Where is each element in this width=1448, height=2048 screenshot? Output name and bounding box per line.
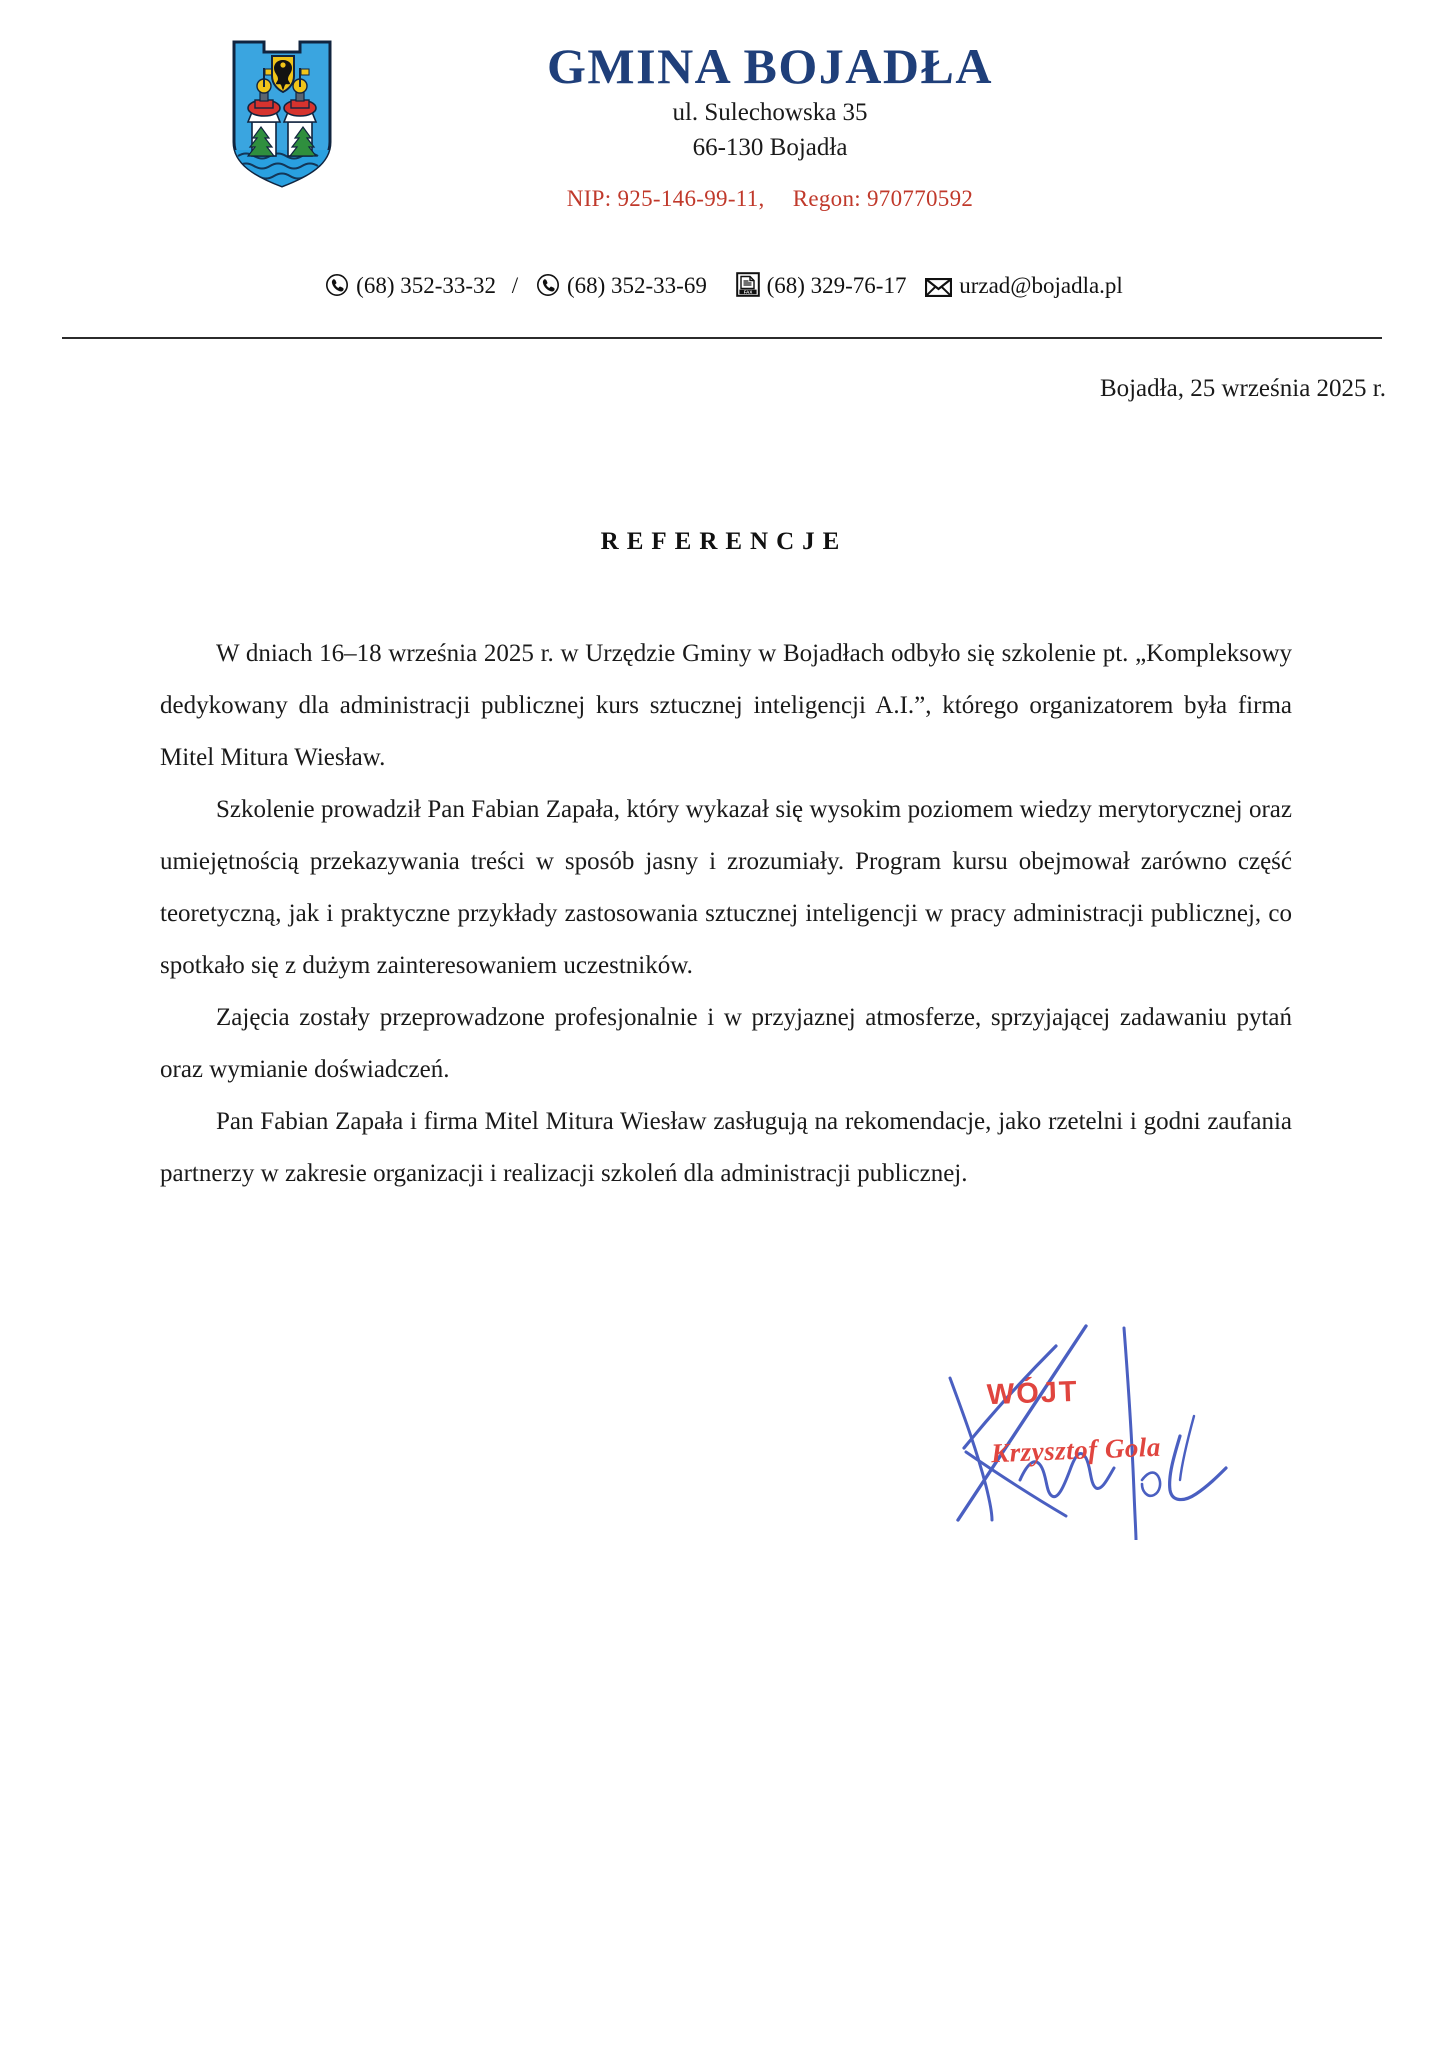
phone-icon	[325, 273, 349, 303]
document-title: REFERENCJE	[600, 528, 848, 555]
organization-city: 66-130 Bojadła	[692, 134, 848, 161]
organization-identifiers	[390, 186, 1150, 212]
stamp-name: Krzysztof Gola	[990, 1431, 1162, 1469]
fax-value: (68) 329-76-17	[766, 273, 907, 298]
paragraph: Szkolenie prowadził Pan Fabian Zapała, który wykazał się wysokim poziomem wiedzy merytorycznej oraz umiejętnością przekazywania treści w sposób jasny i zrozumiały. Program kursu obejmował zarówno część teoretyczną, jak i praktyczne przykłady zastosowania sztucznej inteligencji w pracy administracji publicznej, co spotkało się z dużym zainteresowaniem uczestników.	[160, 796, 1292, 979]
regon-value: Regon: 970770592	[792, 186, 974, 211]
email-value: urzad@bojadla.pl	[959, 273, 1123, 298]
organization-block	[390, 38, 1150, 212]
envelope-icon	[925, 277, 952, 303]
svg-text:FAX: FAX	[743, 289, 752, 295]
place-and-date: Bojadła, 25 września 2025 r.	[1099, 375, 1386, 402]
letterhead	[0, 0, 1448, 340]
phone-1-value: (68) 352-33-32	[356, 273, 497, 298]
phone-1-group	[325, 273, 496, 303]
phone-2-group	[536, 273, 707, 303]
signature-block	[880, 1320, 1240, 1540]
stamp-role: WÓJT	[986, 1375, 1080, 1412]
fax-group	[736, 272, 907, 303]
phone-separator: /	[511, 273, 519, 298]
email-group	[925, 273, 1123, 303]
organization-name: GMINA BOJADŁA	[547, 38, 993, 94]
paragraph: Zajęcia zostały przeprowadzone profesjonalnie i w przyjaznej atmosferze, sprzyjającej zadawaniu pytań oraz wymianie doświadczeń.	[160, 1004, 1292, 1083]
coat-of-arms-icon	[228, 38, 336, 188]
contact-row	[0, 272, 1448, 303]
official-stamp	[986, 1375, 1161, 1468]
header-divider	[62, 337, 1382, 339]
paragraph: Pan Fabian Zapała i firma Mitel Mitura Wiesław zasługują na rekomendacje, jako rzetelni i godni zaufania partnerzy w zakresie organizacji i realizacji szkoleń dla administracji publicznej.	[160, 1108, 1292, 1187]
phone-2-value: (68) 352-33-69	[566, 273, 707, 298]
organization-street: ul. Sulechowska 35	[672, 99, 868, 126]
paragraph: W dniach 16–18 września 2025 r. w Urzędzie Gminy w Bojadłach odbyło się szkolenie pt. „Kompleksowy dedykowany dla administracji publicznej kurs sztucznej inteligencji A.I.”, którego organizatorem była firma Mitel Mitura Wiesław.	[160, 640, 1292, 771]
nip-value: NIP: 925-146-99-11,	[566, 186, 765, 211]
fax-icon	[736, 272, 760, 303]
phone-icon	[536, 273, 560, 303]
document-body	[160, 628, 1292, 1200]
